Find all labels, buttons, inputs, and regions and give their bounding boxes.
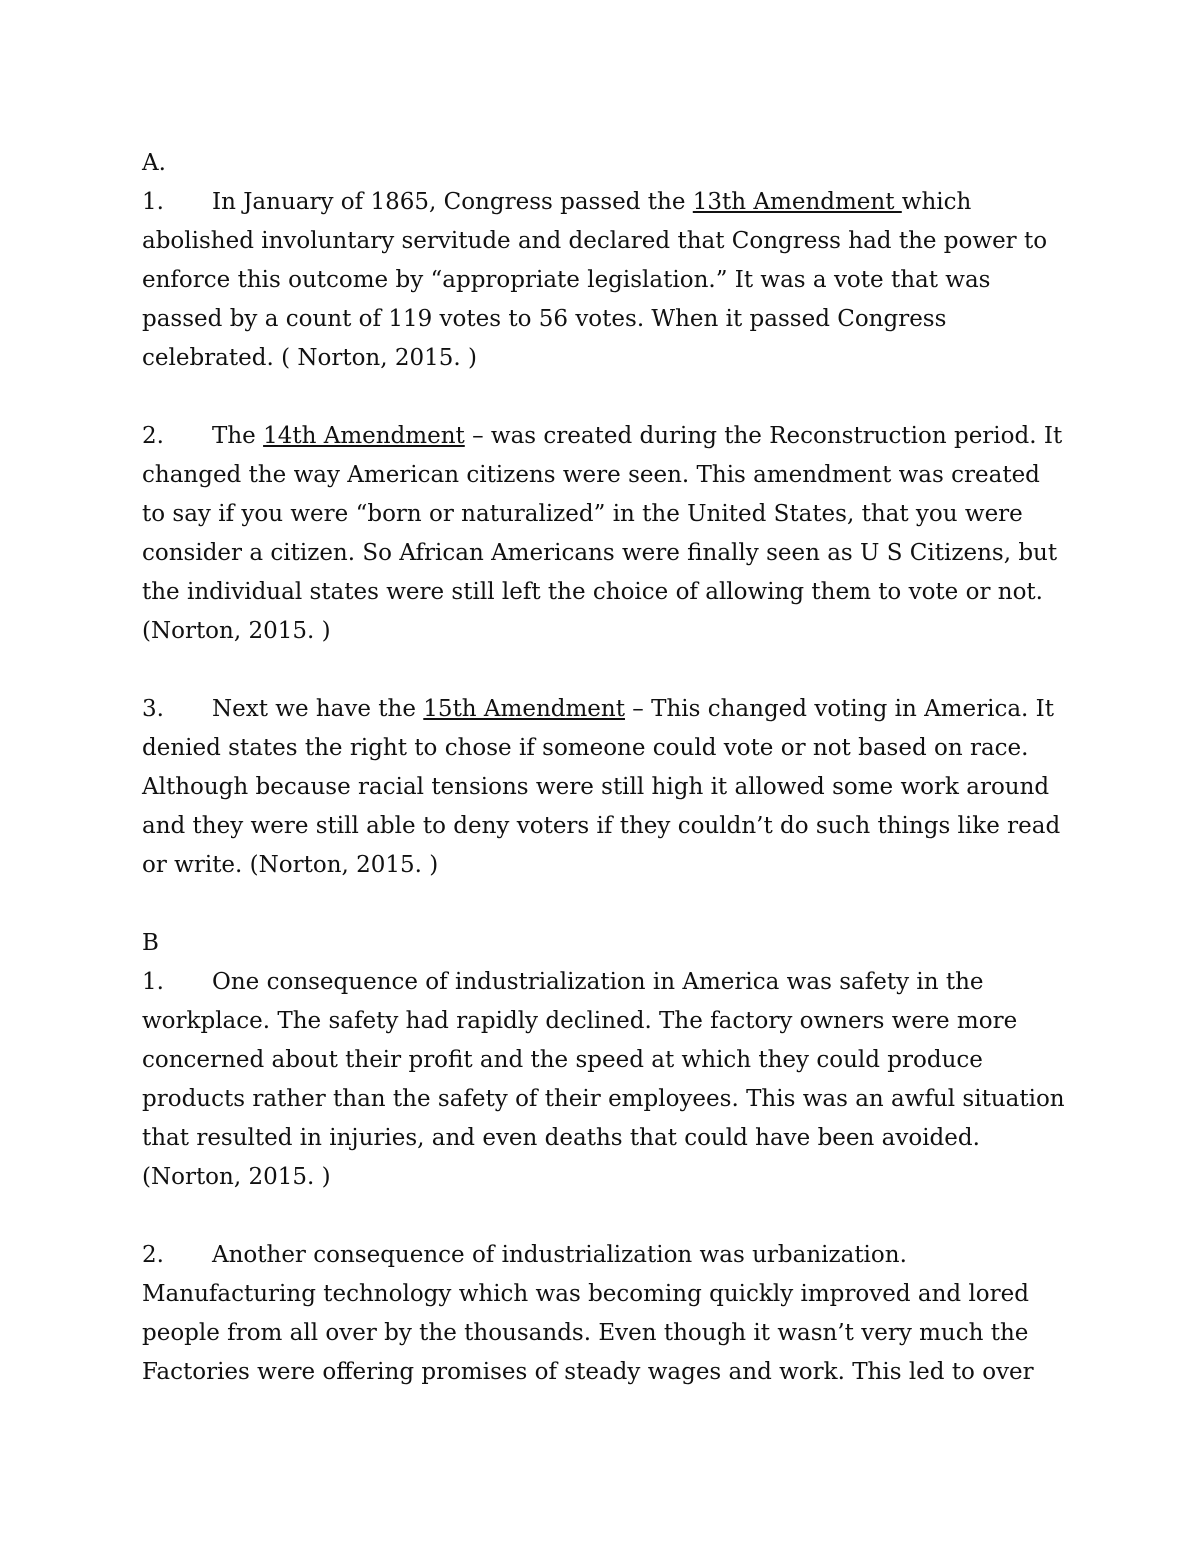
document-page (142, 144, 1067, 1392)
item-text: Another consequence of industrialization was urbanization. Manufacturing technology which was becoming quickly improved and lored people from all over by the thousands. Even though it wasn’t very much the Factories were offering promises of steady wages and work. This led to over (142, 1242, 1034, 1385)
item-number: 3. (142, 696, 164, 722)
section-a-item-3 (142, 690, 1067, 885)
section-b-item-1 (142, 963, 1067, 1197)
item-number: 1. (142, 189, 164, 215)
item-text: One consequence of industrialization in America was safety in the workplace. The safety had rapidly declined. The factory owners were more concerned about their profit and the speed at which they could produce products rather than the safety of their employees. This was an awful situation that resulted in injuries, and even deaths that could have been avoided. (Norton, 2015. ) (142, 969, 1065, 1190)
section-a-item-2 (142, 417, 1067, 651)
section-b-heading: B (142, 930, 159, 956)
item-text-after: – was created during the Reconstruction period. It changed the way American citizens were seen. This amendment was created to say if you were “born or naturalized” in the United States, that you were consider a citizen. So African Americans were finally seen as U S Citizens, but the individual states were still left the choice of allowing them to vote or not. (Norton, 2015. ) (142, 423, 1063, 644)
item-number: 2. (142, 1242, 164, 1268)
section-a-heading: A. (142, 150, 166, 176)
item-text-before: The (212, 423, 264, 449)
section-b-item-2 (142, 1236, 1067, 1392)
item-text-before: Next we have the (212, 696, 424, 722)
item-text-before: In January of 1865, Congress passed the (212, 189, 693, 215)
item-number: 1. (142, 969, 164, 995)
term-15th-amendment: 15th Amendment (423, 696, 625, 722)
section-a-item-1 (142, 183, 1067, 378)
term-13th-amendment: 13th Amendment (692, 189, 902, 215)
term-14th-amendment: 14th Amendment (263, 423, 465, 449)
item-text-after: which abolished involuntary servitude and declared that Congress had the power to enforce this outcome by “appropriate legislation.” It was a vote that was passed by a count of 119 votes to 56 votes. When it passed Congress celebrated. ( Norton, 2015. ) (142, 189, 1048, 371)
item-number: 2. (142, 423, 164, 449)
item-text-after: – This changed voting in America. It denied states the right to chose if someone could vote or not based on race. Although because racial tensions were still high it allowed some work around and they were still able to deny voters if they couldn’t do such things like read or write. (Norton, 2015. ) (142, 696, 1061, 878)
